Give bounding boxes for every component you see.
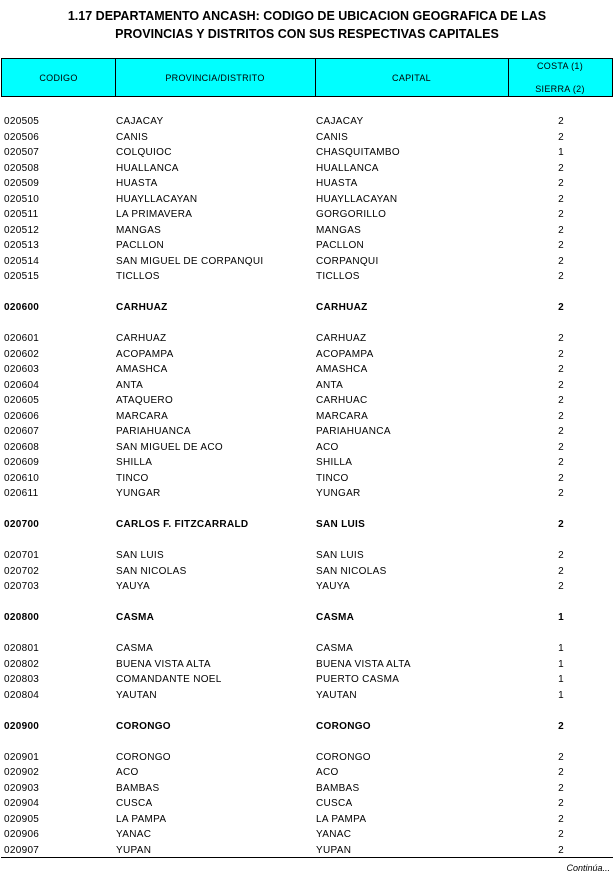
code-cell: 020702 — [4, 565, 40, 577]
region-cell: 1 — [558, 643, 564, 654]
capital-cell: CUSCA — [316, 798, 353, 809]
district-row — [0, 642, 614, 658]
code-cell: 020800 — [4, 612, 40, 623]
code-cell: 020512 — [4, 224, 40, 236]
region-cell: 2 — [558, 829, 564, 840]
capital-cell: YUPAN — [316, 844, 352, 856]
header-costa-sierra — [508, 59, 612, 96]
region-cell: 2 — [558, 798, 564, 809]
capital-cell: CARHUAC — [316, 395, 368, 406]
district-row — [0, 549, 614, 565]
name-cell: SAN LUIS — [116, 550, 164, 561]
district-row — [0, 441, 614, 457]
code-cell: 020604 — [4, 379, 40, 391]
name-cell: CASMA — [116, 643, 154, 654]
name-cell: YANAC — [116, 829, 152, 840]
code-cell: 020803 — [4, 674, 40, 685]
capital-cell: CORONGO — [316, 751, 371, 763]
code-cell: 020904 — [4, 798, 40, 809]
name-cell: CUSCA — [116, 798, 153, 809]
code-cell: 020905 — [4, 813, 40, 825]
name-cell: HUALLANCA — [116, 162, 179, 174]
code-cell: 020507 — [4, 147, 40, 158]
capital-cell: CASMA — [316, 612, 355, 623]
name-cell: ACO — [116, 767, 139, 778]
region-cell: 2 — [558, 240, 564, 251]
name-cell: SHILLA — [116, 457, 153, 468]
capital-cell: ACO — [316, 441, 339, 453]
region-cell: 2 — [558, 720, 564, 732]
row-spacer — [0, 534, 614, 550]
capital-cell: TICLLOS — [316, 271, 360, 282]
capital-cell: MANGAS — [316, 224, 362, 236]
district-row — [0, 782, 614, 798]
header-codigo: CODIGO — [2, 59, 116, 96]
name-cell: CARLOS F. FITZCARRALD — [116, 519, 249, 530]
code-cell: 020605 — [4, 395, 40, 406]
region-cell: 2 — [558, 519, 564, 530]
code-cell: 020703 — [4, 581, 40, 592]
code-cell: 020609 — [4, 457, 40, 468]
code-cell: 020901 — [4, 751, 40, 763]
capital-cell: HUALLANCA — [316, 162, 379, 174]
region-cell: 2 — [558, 813, 564, 825]
name-cell: PARIAHUANCA — [116, 426, 191, 437]
code-cell: 020608 — [4, 441, 40, 453]
header-provincia-distrito: PROVINCIA/DISTRITO — [115, 59, 316, 96]
code-cell: 020508 — [4, 162, 40, 174]
name-cell: YAUYA — [116, 581, 150, 592]
code-cell: 020611 — [4, 488, 39, 499]
name-cell: BUENA VISTA ALTA — [116, 658, 211, 670]
row-spacer — [0, 503, 614, 519]
region-cell: 2 — [558, 550, 564, 561]
capital-cell: AMASHCA — [316, 364, 368, 375]
code-cell: 020606 — [4, 410, 40, 422]
name-cell: HUAYLLACAYAN — [116, 193, 198, 205]
code-cell: 020804 — [4, 689, 40, 701]
capital-cell: CHASQUITAMBO — [316, 147, 400, 158]
name-cell: ANTA — [116, 379, 144, 391]
district-row — [0, 255, 614, 271]
header-costa: COSTA (1) — [536, 61, 584, 71]
region-cell: 2 — [558, 426, 564, 437]
region-cell: 1 — [558, 658, 564, 670]
code-cell: 020906 — [4, 829, 40, 840]
name-cell: COMANDANTE NOEL — [116, 674, 222, 685]
district-row — [0, 177, 614, 193]
header-sierra: SIERRA (2) — [535, 84, 585, 94]
name-cell: TICLLOS — [116, 271, 160, 282]
capital-cell: CARHUAZ — [316, 333, 367, 344]
name-cell: HUASTA — [116, 178, 158, 189]
capital-cell: YANAC — [316, 829, 352, 840]
name-cell: MANGAS — [116, 224, 162, 236]
name-cell: CASMA — [116, 612, 155, 623]
district-row — [0, 580, 614, 596]
district-row — [0, 394, 614, 410]
row-spacer — [0, 596, 614, 612]
name-cell: CANIS — [116, 131, 149, 143]
capital-cell: ACOPAMPA — [316, 348, 374, 360]
capital-cell: YAUTAN — [316, 689, 357, 701]
region-cell: 2 — [558, 488, 564, 499]
capital-cell: ACO — [316, 767, 339, 778]
name-cell: CORONGO — [116, 751, 171, 763]
name-cell: CORONGO — [116, 720, 171, 732]
capital-cell: YAUYA — [316, 581, 350, 592]
row-spacer — [0, 735, 614, 751]
district-row — [0, 193, 614, 209]
region-cell: 2 — [558, 348, 564, 360]
capital-cell: CAJACAY — [316, 116, 364, 127]
region-cell: 2 — [558, 224, 564, 236]
name-cell: BAMBAS — [116, 782, 160, 794]
capital-cell: ANTA — [316, 379, 344, 391]
region-cell: 2 — [558, 193, 564, 205]
code-cell: 020907 — [4, 844, 40, 856]
code-cell: 020513 — [4, 240, 40, 251]
province-row — [0, 518, 614, 534]
region-cell: 2 — [558, 178, 564, 189]
capital-cell: PARIAHUANCA — [316, 426, 391, 437]
name-cell: SAN MIGUEL DE ACO — [116, 441, 223, 453]
region-cell: 2 — [558, 457, 564, 468]
code-cell: 020602 — [4, 348, 40, 360]
region-cell: 2 — [558, 255, 564, 267]
district-row — [0, 239, 614, 255]
region-cell: 2 — [558, 751, 564, 763]
district-row — [0, 689, 614, 705]
region-cell: 2 — [558, 302, 564, 313]
district-row — [0, 348, 614, 364]
code-cell: 020903 — [4, 782, 40, 794]
name-cell: YUNGAR — [116, 488, 161, 499]
capital-cell: MARCARA — [316, 410, 369, 422]
district-row — [0, 224, 614, 240]
capital-cell: SAN NICOLAS — [316, 565, 387, 577]
name-cell: YAUTAN — [116, 689, 157, 701]
code-cell: 020610 — [4, 472, 40, 484]
capital-cell: SAN LUIS — [316, 550, 364, 561]
capital-cell: PACLLON — [316, 240, 365, 251]
row-spacer — [0, 286, 614, 302]
region-cell: 1 — [558, 689, 564, 701]
table-bottom-border — [1, 857, 613, 858]
region-cell: 2 — [558, 844, 564, 856]
district-row — [0, 797, 614, 813]
district-row — [0, 332, 614, 348]
region-cell: 1 — [558, 674, 564, 685]
code-cell: 020510 — [4, 193, 40, 205]
code-cell: 020514 — [4, 255, 40, 267]
capital-cell: YUNGAR — [316, 488, 361, 499]
capital-cell: LA PAMPA — [316, 813, 367, 825]
capital-cell: GORGORILLO — [316, 209, 387, 220]
district-row — [0, 146, 614, 162]
region-cell: 2 — [558, 767, 564, 778]
district-row — [0, 115, 614, 131]
region-cell: 1 — [558, 612, 564, 623]
table-header — [1, 58, 613, 97]
page-title-line-1: 1.17 DEPARTAMENTO ANCASH: CODIGO DE UBICACION GEOGRAFICA DE LAS — [67, 9, 547, 23]
code-cell: 020506 — [4, 131, 40, 143]
code-cell: 020701 — [4, 550, 40, 561]
name-cell: TINCO — [116, 472, 149, 484]
region-cell: 2 — [558, 782, 564, 794]
code-cell: 020802 — [4, 658, 40, 670]
district-row — [0, 410, 614, 426]
province-row — [0, 301, 614, 317]
region-cell: 2 — [558, 581, 564, 592]
region-cell: 2 — [558, 131, 564, 143]
district-row — [0, 208, 614, 224]
district-row — [0, 425, 614, 441]
district-row — [0, 162, 614, 178]
province-row — [0, 611, 614, 627]
page-title-line-2: PROVINCIAS Y DISTRITOS CON SUS RESPECTIVAS CAPITALES — [115, 27, 499, 41]
name-cell: PACLLON — [116, 240, 165, 251]
name-cell: CARHUAZ — [116, 302, 168, 313]
capital-cell: TINCO — [316, 472, 349, 484]
header-capital: CAPITAL — [315, 59, 509, 96]
capital-cell: HUAYLLACAYAN — [316, 193, 398, 205]
table-body — [0, 115, 614, 859]
row-spacer — [0, 317, 614, 333]
region-cell: 2 — [558, 441, 564, 453]
capital-cell: CANIS — [316, 131, 349, 143]
district-row — [0, 472, 614, 488]
district-row — [0, 456, 614, 472]
capital-cell: BUENA VISTA ALTA — [316, 658, 411, 670]
region-cell: 1 — [558, 147, 564, 158]
capital-cell: BAMBAS — [316, 782, 360, 794]
region-cell: 2 — [558, 209, 564, 220]
name-cell: YUPAN — [116, 844, 152, 856]
district-row — [0, 658, 614, 674]
name-cell: LA PAMPA — [116, 813, 167, 825]
code-cell: 020603 — [4, 364, 40, 375]
district-row — [0, 379, 614, 395]
code-cell: 020509 — [4, 178, 40, 189]
district-row — [0, 131, 614, 147]
district-row — [0, 673, 614, 689]
capital-cell: CARHUAZ — [316, 302, 368, 313]
code-cell: 020511 — [4, 209, 39, 220]
capital-cell: SAN LUIS — [316, 519, 366, 530]
region-cell: 2 — [558, 333, 564, 344]
district-row — [0, 363, 614, 379]
code-cell: 020607 — [4, 426, 40, 437]
code-cell: 020600 — [4, 302, 40, 313]
district-row — [0, 751, 614, 767]
region-cell: 2 — [558, 410, 564, 422]
code-cell: 020700 — [4, 519, 40, 530]
continues-note: Continúa... — [566, 863, 610, 873]
region-cell: 2 — [558, 565, 564, 577]
code-cell: 020801 — [4, 643, 40, 654]
capital-cell: PUERTO CASMA — [316, 674, 400, 685]
name-cell: MARCARA — [116, 410, 169, 422]
capital-cell: HUASTA — [316, 178, 358, 189]
name-cell: CAJACAY — [116, 116, 164, 127]
name-cell: COLQUIOC — [116, 147, 172, 158]
district-row — [0, 565, 614, 581]
district-row — [0, 813, 614, 829]
district-row — [0, 487, 614, 503]
capital-cell: SHILLA — [316, 457, 353, 468]
region-cell: 2 — [558, 395, 564, 406]
region-cell: 2 — [558, 364, 564, 375]
name-cell: AMASHCA — [116, 364, 168, 375]
district-row — [0, 828, 614, 844]
region-cell: 2 — [558, 379, 564, 391]
name-cell: CARHUAZ — [116, 333, 167, 344]
row-spacer — [0, 627, 614, 643]
region-cell: 2 — [558, 162, 564, 174]
code-cell: 020902 — [4, 767, 40, 778]
region-cell: 2 — [558, 271, 564, 282]
code-cell: 020601 — [4, 333, 40, 344]
name-cell: SAN NICOLAS — [116, 565, 187, 577]
name-cell: ACOPAMPA — [116, 348, 174, 360]
capital-cell: CASMA — [316, 643, 354, 654]
region-cell: 2 — [558, 116, 564, 127]
code-cell: 020515 — [4, 271, 40, 282]
name-cell: LA PRIMAVERA — [116, 209, 193, 220]
code-cell: 020505 — [4, 116, 40, 127]
capital-cell: CORPANQUI — [316, 255, 379, 267]
region-cell: 2 — [558, 472, 564, 484]
province-row — [0, 720, 614, 736]
code-cell: 020900 — [4, 720, 40, 732]
district-row — [0, 270, 614, 286]
name-cell: ATAQUERO — [116, 395, 174, 406]
row-spacer — [0, 704, 614, 720]
name-cell: SAN MIGUEL DE CORPANQUI — [116, 255, 264, 267]
capital-cell: CORONGO — [316, 720, 371, 732]
district-row — [0, 766, 614, 782]
